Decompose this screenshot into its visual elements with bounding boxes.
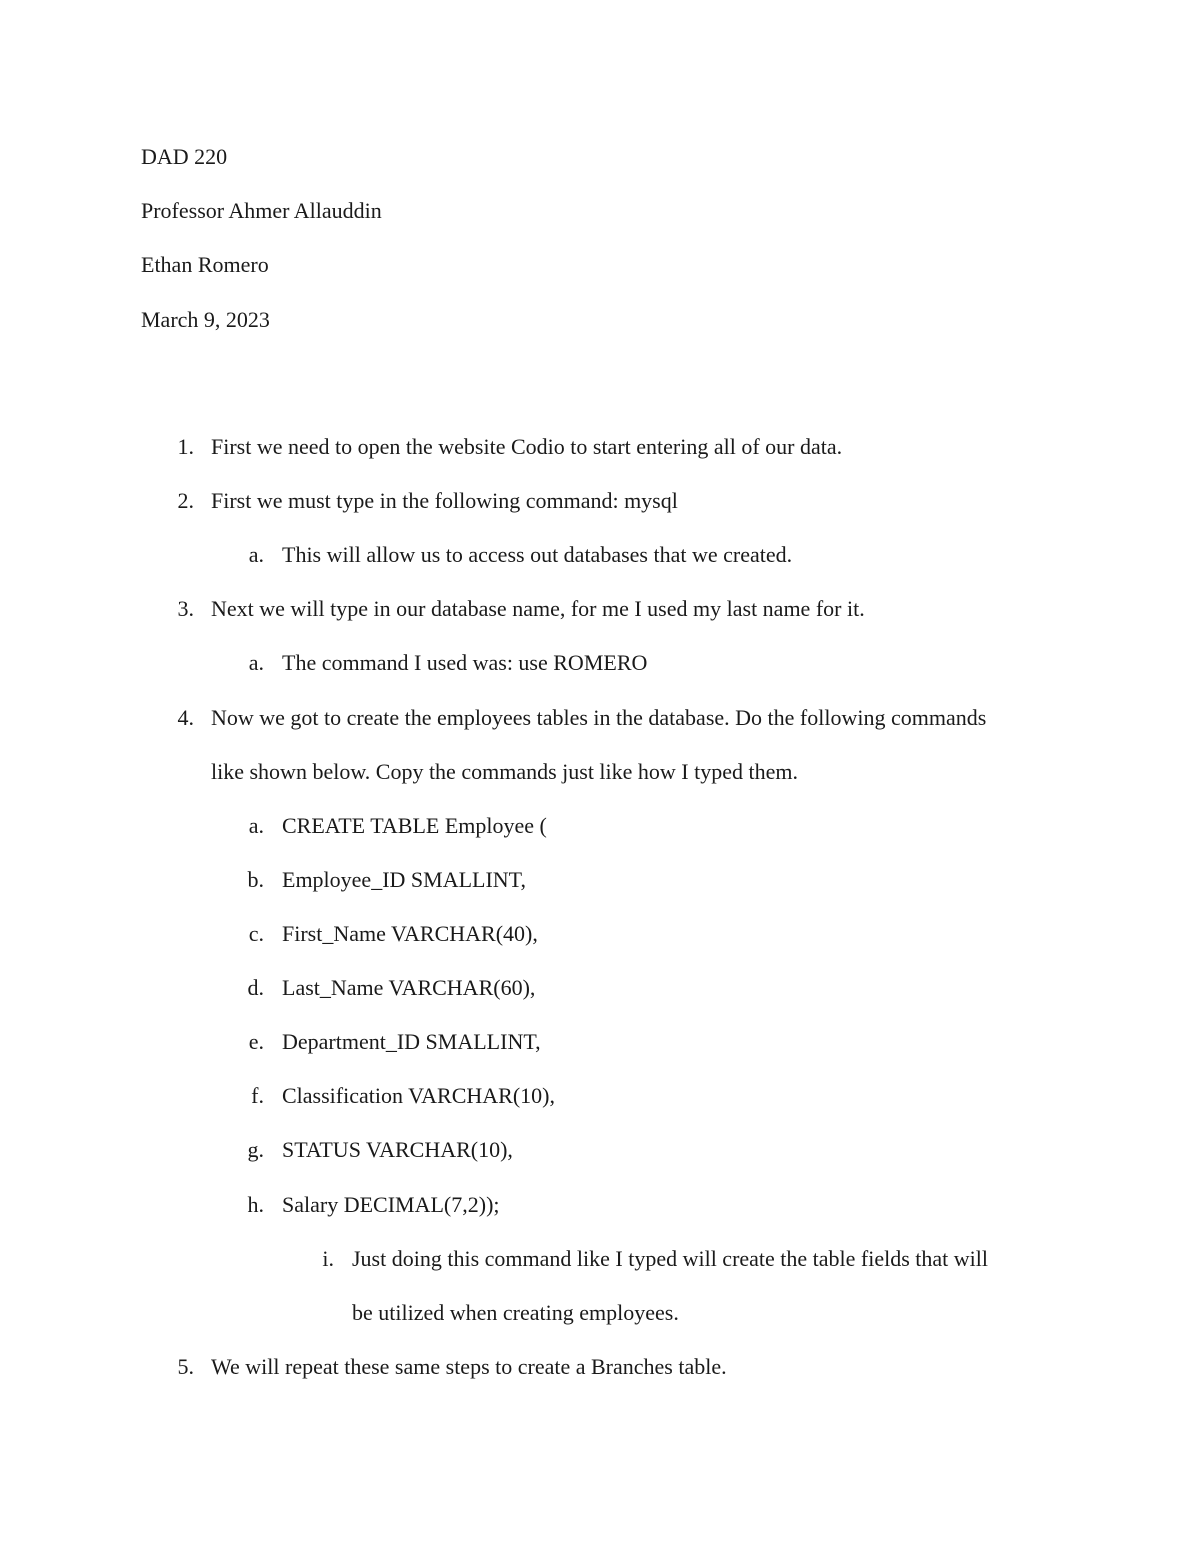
sql-line: Department_ID SMALLINT, (282, 1029, 541, 1054)
sub-list-letter: e. (248, 1029, 264, 1054)
sub-list-letter: d. (247, 975, 264, 1000)
sub-sub-list-item-text-continued: be utilized when creating employees. (352, 1300, 679, 1325)
student-name: Ethan Romero (141, 252, 269, 277)
document-date: March 9, 2023 (141, 307, 270, 332)
list-item-text-continued: like shown below. Copy the commands just like how I typed them. (211, 759, 798, 784)
sub-list-letter: g. (247, 1137, 264, 1162)
list-item-text: We will repeat these same steps to create a Branches table. (211, 1354, 727, 1379)
list-item-text: Next we will type in our database name, for me I used my last name for it. (211, 596, 865, 621)
sub-list-letter: c. (248, 921, 264, 946)
list-number: 5. (177, 1354, 194, 1379)
course-title: DAD 220 (141, 144, 228, 169)
sql-line: Employee_ID SMALLINT, (282, 867, 526, 892)
sub-list-letter: h. (247, 1192, 264, 1217)
sql-line: CREATE TABLE Employee ( (282, 813, 547, 838)
sql-line: STATUS VARCHAR(10), (282, 1137, 513, 1162)
sub-list-letter: a. (248, 813, 264, 838)
sub-list-letter: b. (247, 867, 264, 892)
sub-sub-list-item-text: Just doing this command like I typed will create the table fields that will (352, 1246, 989, 1271)
professor-name: Professor Ahmer Allauddin (141, 198, 382, 223)
list-number: 2. (177, 488, 194, 513)
sub-list-item-text: This will allow us to access out databases that we created. (282, 542, 793, 567)
list-number: 1. (177, 434, 194, 459)
list-item-text: Now we got to create the employees tables in the database. Do the following commands (211, 705, 987, 730)
list-number: 3. (177, 596, 194, 621)
sql-line: First_Name VARCHAR(40), (282, 921, 538, 946)
sql-line: Classification VARCHAR(10), (282, 1083, 555, 1108)
sql-line: Salary DECIMAL(7,2)); (282, 1192, 500, 1217)
sub-list-letter: a. (248, 650, 264, 675)
sub-sub-list-numeral: i. (322, 1246, 334, 1271)
sql-line: Last_Name VARCHAR(60), (282, 975, 536, 1000)
sub-list-item-text: The command I used was: use ROMERO (282, 650, 648, 675)
sub-list-letter: f. (251, 1083, 264, 1108)
list-number: 4. (177, 705, 194, 730)
sub-list-letter: a. (248, 542, 264, 567)
list-item-text: First we must type in the following command: mysql (211, 488, 678, 513)
list-item-text: First we need to open the website Codio to start entering all of our data. (211, 434, 843, 459)
